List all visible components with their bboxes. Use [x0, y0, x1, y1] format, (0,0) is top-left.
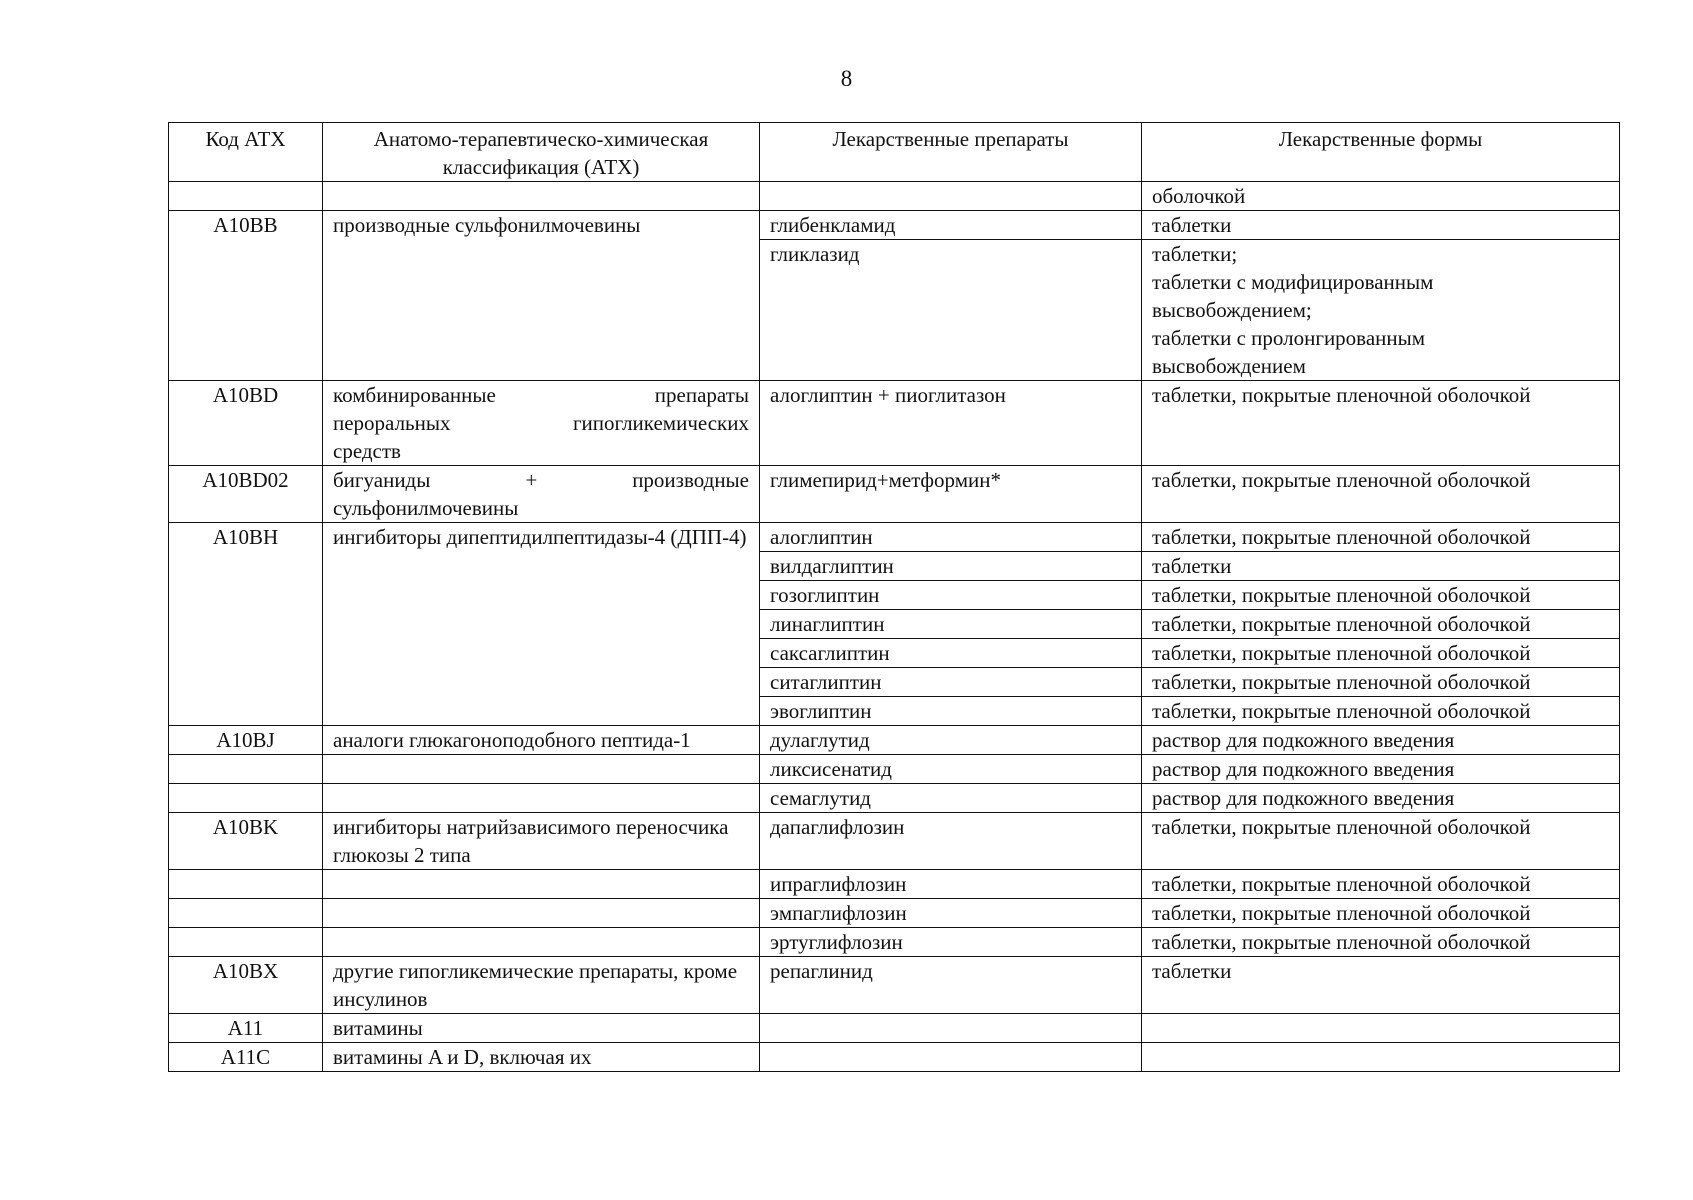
classification-line: бигуаниды + производные	[333, 468, 749, 492]
form-line: таблетки с модифицированным	[1152, 270, 1434, 294]
cell-form: таблетки, покрытые пленочной оболочкой	[1142, 697, 1620, 726]
table-row	[169, 755, 1620, 784]
cell-drug: ипраглифлозин	[760, 870, 1142, 899]
cell-drug: глимепирид+метформин*	[760, 466, 1142, 523]
cell-code: A11C	[169, 1043, 323, 1072]
cell-form: таблетки, покрытые пленочной оболочкой	[1142, 523, 1620, 552]
table-row	[169, 1043, 1620, 1072]
cell-drug: алоглиптин + пиоглитазон	[760, 381, 1142, 466]
classification-line: пероральных гипогликемических	[333, 411, 749, 435]
cell-drug: дулаглутид	[760, 726, 1142, 755]
cell-form	[1142, 1043, 1620, 1072]
cell-classification: другие гипогликемические препараты, кроме инсулинов	[323, 957, 760, 1014]
cell-form: таблетки	[1142, 211, 1620, 240]
cell-drug: ликсисенатид	[760, 755, 1142, 784]
cell-drug: вилдаглиптин	[760, 552, 1142, 581]
table-row	[169, 466, 1620, 523]
table-row	[169, 381, 1620, 466]
cell-classification	[323, 381, 760, 466]
cell-classification: производные сульфонилмочевины	[323, 211, 760, 381]
cell-classification: витамины	[323, 1014, 760, 1043]
table-row	[169, 957, 1620, 1014]
cell-form: таблетки, покрытые пленочной оболочкой	[1142, 899, 1620, 928]
cell-form: таблетки, покрытые пленочной оболочкой	[1142, 466, 1620, 523]
cell-classification: аналоги глюкагоноподобного пептида-1	[323, 726, 760, 755]
table-row	[169, 813, 1620, 870]
cell-form: таблетки, покрытые пленочной оболочкой	[1142, 668, 1620, 697]
table-row	[169, 1014, 1620, 1043]
cell-code	[169, 899, 323, 928]
cell-drug: эртуглифлозин	[760, 928, 1142, 957]
cell-classification	[323, 784, 760, 813]
classification-line: комбинированные препараты	[333, 383, 749, 407]
cell-drug	[760, 1043, 1142, 1072]
form-line: таблетки;	[1152, 242, 1238, 266]
cell-form	[1142, 240, 1620, 381]
table-row	[169, 182, 1620, 211]
cell-form: таблетки	[1142, 552, 1620, 581]
cell-code	[169, 755, 323, 784]
table-row	[169, 899, 1620, 928]
cell-drug: алоглиптин	[760, 523, 1142, 552]
cell-code: A10BH	[169, 523, 323, 726]
cell-form: раствор для подкожного введения	[1142, 755, 1620, 784]
table-row	[169, 726, 1620, 755]
cell-drug: саксаглиптин	[760, 639, 1142, 668]
cell-code	[169, 182, 323, 211]
cell-classification	[323, 928, 760, 957]
cell-code: A10BD	[169, 381, 323, 466]
cell-classification	[323, 899, 760, 928]
cell-classification	[323, 182, 760, 211]
cell-form: раствор для подкожного введения	[1142, 784, 1620, 813]
form-line: таблетки с пролонгированным	[1152, 326, 1426, 350]
header-code: Код АТХ	[169, 123, 323, 182]
cell-drug: гозоглиптин	[760, 581, 1142, 610]
cell-form: таблетки, покрытые пленочной оболочкой	[1142, 581, 1620, 610]
cell-form: таблетки, покрытые пленочной оболочкой	[1142, 870, 1620, 899]
table-row	[169, 211, 1620, 240]
cell-code: A10BJ	[169, 726, 323, 755]
cell-form: таблетки, покрытые пленочной оболочкой	[1142, 813, 1620, 870]
cell-code	[169, 870, 323, 899]
cell-code: A10BD02	[169, 466, 323, 523]
form-line: высвобождением	[1152, 354, 1306, 378]
table-header-row	[169, 123, 1620, 182]
cell-classification: ингибиторы натрийзависимого переносчика глюкозы 2 типа	[323, 813, 760, 870]
cell-form: раствор для подкожного введения	[1142, 726, 1620, 755]
atx-table	[168, 122, 1620, 1072]
cell-classification	[323, 466, 760, 523]
classification-line: средств	[333, 439, 401, 463]
cell-form: оболочкой	[1142, 182, 1620, 211]
table-row	[169, 784, 1620, 813]
cell-drug: ситаглиптин	[760, 668, 1142, 697]
cell-classification	[323, 755, 760, 784]
header-classification: Анатомо-терапевтическо-химическая классификация (АТХ)	[323, 123, 760, 182]
header-drugs: Лекарственные препараты	[760, 123, 1142, 182]
table-row	[169, 523, 1620, 552]
cell-drug: линаглиптин	[760, 610, 1142, 639]
cell-classification	[323, 870, 760, 899]
cell-drug: эвоглиптин	[760, 697, 1142, 726]
cell-drug: семаглутид	[760, 784, 1142, 813]
table-row	[169, 928, 1620, 957]
cell-form: таблетки	[1142, 957, 1620, 1014]
table-row	[169, 870, 1620, 899]
cell-drug: гликлазид	[760, 240, 1142, 381]
cell-form: таблетки, покрытые пленочной оболочкой	[1142, 381, 1620, 466]
cell-code: A10BX	[169, 957, 323, 1014]
form-line: высвобождением;	[1152, 298, 1312, 322]
cell-form: таблетки, покрытые пленочной оболочкой	[1142, 928, 1620, 957]
cell-drug: эмпаглифлозин	[760, 899, 1142, 928]
cell-form	[1142, 1014, 1620, 1043]
page-number: 8	[840, 66, 853, 91]
cell-drug: репаглинид	[760, 957, 1142, 1014]
cell-form: таблетки, покрытые пленочной оболочкой	[1142, 610, 1620, 639]
cell-drug	[760, 1014, 1142, 1043]
cell-code	[169, 784, 323, 813]
cell-code: A11	[169, 1014, 323, 1043]
cell-code	[169, 928, 323, 957]
classification-line: сульфонилмочевины	[333, 496, 519, 520]
cell-drug	[760, 182, 1142, 211]
header-forms: Лекарственные формы	[1142, 123, 1620, 182]
cell-drug: дапаглифлозин	[760, 813, 1142, 870]
cell-classification: ингибиторы дипептидилпептидазы-4 (ДПП-4)	[323, 523, 760, 726]
cell-form: таблетки, покрытые пленочной оболочкой	[1142, 639, 1620, 668]
cell-code: A10BK	[169, 813, 323, 870]
cell-code: A10BB	[169, 211, 323, 381]
cell-drug: глибенкламид	[760, 211, 1142, 240]
cell-classification: витамины A и D, включая их	[323, 1043, 760, 1072]
